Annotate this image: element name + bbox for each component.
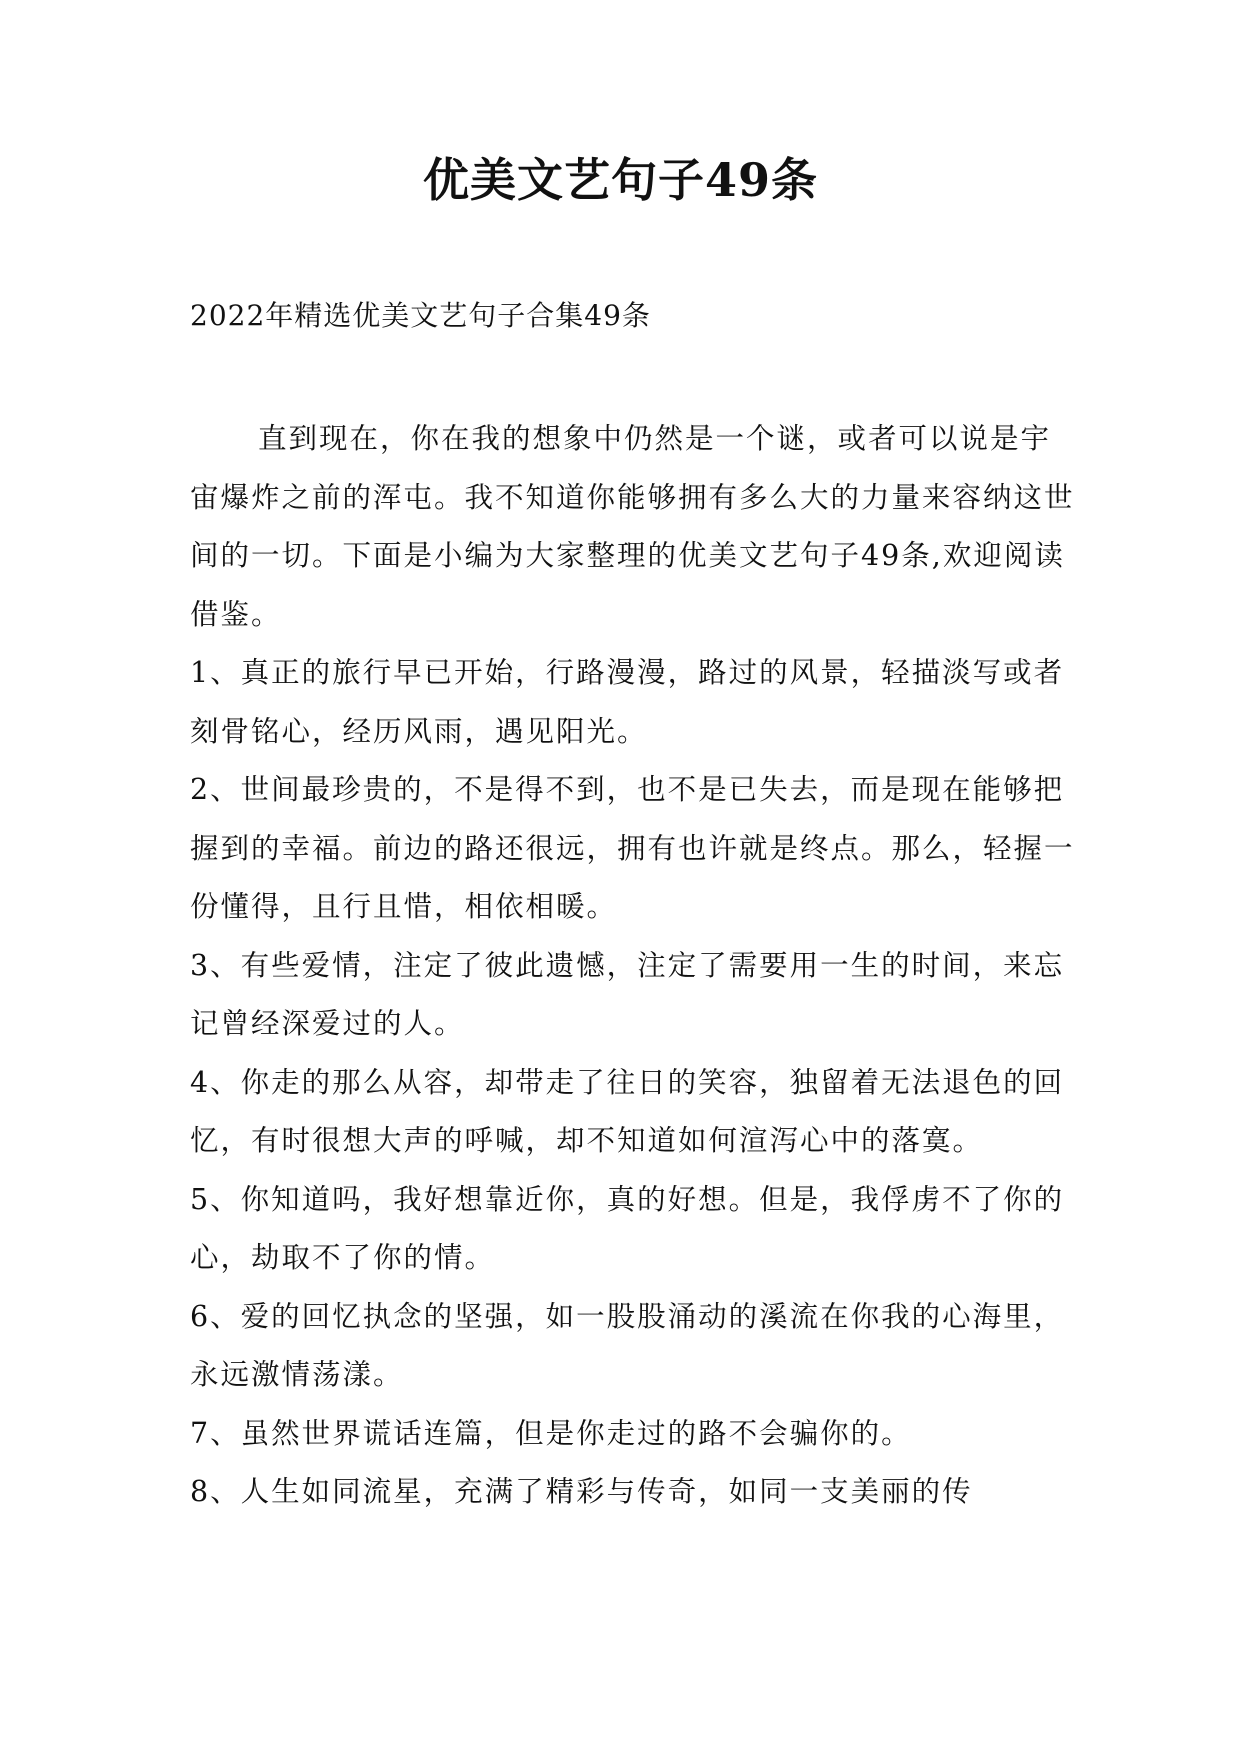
list-item: 3、有些爱情，注定了彼此遗憾，注定了需要用一生的时间，来忘记曾经深爱过的人。 xyxy=(190,948,1065,1040)
list-item: 2、世间最珍贵的，不是得不到，也不是已失去，而是现在能够把握到的幸福。前边的路还很远，拥有也许就是终点。那么，轻握一份懂得，且行且惜，相依相暖。 xyxy=(190,773,1075,923)
intro-paragraph: 直到现在，你在我的想象中仍然是一个谜，或者可以说是宇宙爆炸之前的浑屯。我不知道你能够拥有多么大的力量来容纳这世间的一切。下面是小编为大家整理的优美文艺句子49条,欢迎阅读借鉴。 xyxy=(190,422,1075,631)
document-title: 优美文艺句子49条 xyxy=(422,153,818,207)
list-item: 1、真正的旅行早已开始，行路漫漫，路过的风景，轻描淡写或者刻骨铭心，经历风雨，遇见阳光。 xyxy=(190,656,1065,748)
list-item: 5、你知道吗，我好想靠近你，真的好想。但是，我俘虏不了你的心，劫取不了你的情。 xyxy=(190,1182,1065,1274)
list-item: 8、人生如同流星，充满了精彩与传奇，如同一支美丽的传 xyxy=(190,1475,973,1508)
list-item: 7、虽然世界谎话连篇，但是你走过的路不会骗你的。 xyxy=(190,1416,912,1450)
document-body xyxy=(190,410,1078,1522)
list-item: 6、爱的回忆执念的坚强，如一股股涌动的溪流在你我的心海里，永远激情荡漾。 xyxy=(190,1299,1065,1391)
list-item: 4、你走的那么从容，却带走了往日的笑容，独留着无法退色的回忆，有时很想大声的呼喊，却不知道如何渲泻心中的落寞。 xyxy=(190,1065,1065,1157)
document-subtitle: 2022年精选优美文艺句子合集49条 xyxy=(190,299,651,332)
